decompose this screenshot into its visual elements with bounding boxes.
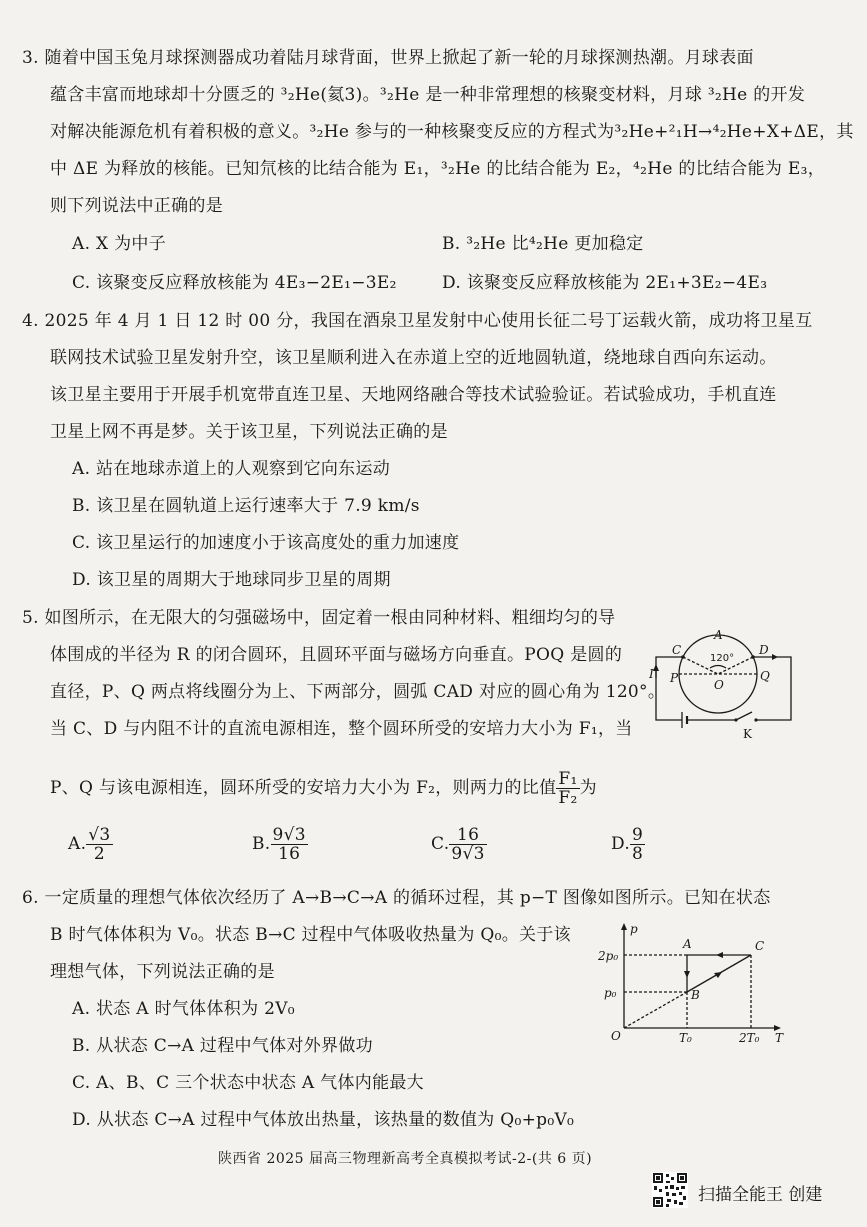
q4-stem-line-2: 联网技术试验卫星发射升空，该卫星顺利进入在赤道上空的近地圆轨道，绕地球自西向东运动。	[50, 348, 777, 368]
q3-option-a: A. X 为中子	[72, 234, 166, 254]
q5-option-b-den: 16	[278, 844, 301, 864]
q6-stem-line-1: 6. 一定质量的理想气体依次经历了 A→B→C→A 的循环过程，其 p−T 图像如图所示。已知在状态	[22, 888, 771, 908]
label-q: Q	[760, 669, 770, 683]
current-arrow-head	[653, 664, 659, 671]
page-footer: 陕西省 2025 届高三物理新高考全真模拟考试-2-(共 6 页)	[218, 1151, 593, 1167]
q5-option-d-label: D.	[611, 834, 631, 854]
q6-option-a: A. 状态 A 时气体体积为 2V₀	[72, 999, 295, 1019]
q5-option-b	[252, 826, 308, 863]
q5-option-a-fraction	[86, 826, 112, 863]
q5-stem-text: P、Q 与该电源相连，圆环所受的安培力大小为 F₂，则两力的比值	[50, 778, 557, 798]
q5-ratio-fraction	[556, 770, 579, 807]
q6-stem-line-3: 理想气体，下列说法正确的是	[50, 962, 275, 982]
label-2t0: 2T₀	[739, 1031, 760, 1045]
switch-k	[736, 712, 752, 720]
q4-stem-line-3: 该卫星主要用于开展手机宽带直连卫星、天地网络融合等技术试验验证。若试验成功，手机直连	[50, 385, 777, 405]
q3-option-b: B. ³₂He 比⁴₂He 更加稳定	[442, 234, 644, 254]
point-d	[751, 655, 755, 659]
label-o: O	[714, 678, 724, 692]
q4-stem-line-1: 4. 2025 年 4 月 1 日 12 时 00 分，我国在酒泉卫星发射中心使用长征二号丁运载火箭，成功将卫星互	[22, 311, 813, 331]
left-wire	[656, 657, 683, 720]
switch-contact	[754, 718, 757, 721]
q5-option-c-num: 16	[449, 826, 486, 845]
q6-pt-graph	[598, 920, 788, 1045]
point-c	[681, 655, 685, 659]
label-2p0: 2p₀	[598, 949, 619, 963]
q5-stem-line-4: 当 C、D 与内阻不计的直流电源相连，整个圆环所受的安培力大小为 F₁，当	[50, 719, 633, 739]
label-state-b: B	[691, 988, 700, 1002]
label-p0: p₀	[604, 986, 617, 1000]
q6-stem-line-2: B 时气体体积为 V₀。状态 B→C 过程中气体吸收热量为 Q₀。关于该	[50, 925, 571, 945]
label-t0: T₀	[679, 1031, 692, 1045]
q5-option-b-num: 9√3	[272, 825, 306, 845]
q5-option-c-fraction	[449, 826, 486, 863]
label-a: A	[714, 630, 723, 642]
label-k: K	[743, 727, 752, 741]
label-state-a: A	[683, 937, 692, 951]
q5-option-a-den: 2	[93, 844, 105, 864]
guide-origin-b	[624, 992, 687, 1028]
q4-option-c: C. 该卫星运行的加速度小于该高度处的重力加速度	[72, 533, 460, 553]
q4-stem-line-4: 卫星上网不再是梦。关于该卫星，下列说法正确的是	[50, 422, 448, 442]
q5-stem-line-3: 直径，P、Q 两点将线圈分为上、下两部分，圆弧 CAD 对应的圆心角为 120°。	[50, 682, 666, 702]
q5-option-c-label: C.	[431, 834, 450, 854]
q5-option-a-num: √3	[88, 825, 111, 845]
q5-ratio-den: F₂	[558, 788, 578, 808]
q5-option-b-label: B.	[252, 834, 271, 854]
q5-stem-line-5	[50, 770, 597, 807]
q3-option-c: C. 该聚变反应释放核能为 4E₃−2E₁−3E₂	[72, 273, 397, 293]
arrow-a-to-b	[684, 971, 690, 978]
q5-option-d-den: 8	[632, 844, 644, 864]
q3-stem-line-4: 中 ΔE 为释放的核能。已知氘核的比结合能为 E₁，³₂He 的比结合能为 E₂，⁴₂He 的比结合能为 E₃，	[50, 159, 826, 179]
q4-option-a: A. 站在地球赤道上的人观察到它向东运动	[72, 459, 391, 479]
q3-stem-line-1: 3. 随着中国玉兔月球探测器成功着陆月球背面，世界上掀起了新一轮的月球探测热潮。月球表面	[22, 48, 754, 68]
q5-stem-line-2: 体围成的半径为 R 的闭合圆环，且圆环平面与磁场方向垂直。POQ 是圆的	[50, 645, 623, 665]
q3-stem-line-3: 对解决能源危机有着积极的意义。³₂He 参与的一种核聚变反应的方程式为³₂He+²₁H→⁴₂He+X+ΔE，其	[50, 122, 854, 142]
q5-option-c-den: 9√3	[451, 844, 485, 864]
label-i: I	[649, 667, 654, 681]
label-c: C	[672, 643, 682, 657]
switch-pivot	[734, 718, 737, 721]
right-wire	[753, 657, 791, 720]
p-axis-arrow	[621, 923, 627, 930]
label-state-c: C	[755, 939, 765, 953]
q4-option-d: D. 该卫星的周期大于地球同步卫星的周期	[72, 570, 391, 590]
q5-stem-tail: 为	[579, 778, 597, 798]
label-angle: 120°	[710, 653, 735, 664]
label-p-axis: p	[630, 922, 638, 936]
q5-option-b-fraction	[271, 826, 308, 863]
label-t-axis: T	[775, 1031, 784, 1045]
label-p: P	[670, 671, 679, 685]
q3-stem-line-2: 蕴含丰富而地球却十分匮乏的 ³₂He(氦3)。³₂He 是一种非常理想的核聚变材料，月球 ³₂He 的开发	[50, 85, 806, 105]
angle-arc	[710, 666, 726, 669]
q5-ratio-num: F₁	[558, 769, 578, 789]
q4-option-b: B. 该卫星在圆轨道上运行速率大于 7.9 km/s	[72, 496, 420, 516]
q5-ring-circuit-diagram	[648, 630, 808, 770]
right-arrow-head	[772, 654, 778, 660]
q5-stem-line-1: 5. 如图所示，在无限大的匀强磁场中，固定着一根由同种材料、粗细均匀的导	[22, 608, 616, 628]
scanner-watermark: 扫描全能王 创建	[698, 1185, 823, 1205]
q6-option-b: B. 从状态 C→A 过程中气体对外界做功	[72, 1036, 373, 1056]
q6-option-c: C. A、B、C 三个状态中状态 A 气体内能最大	[72, 1073, 424, 1093]
q5-option-a-label: A.	[68, 834, 87, 854]
label-origin: O	[611, 1029, 621, 1043]
q5-option-d	[611, 826, 645, 863]
q5-option-d-num: 9	[632, 825, 644, 845]
q3-option-d: D. 该聚变反应释放核能为 2E₁+3E₂−4E₃	[442, 273, 768, 293]
qr-code-icon	[652, 1172, 688, 1208]
q5-option-a	[68, 826, 113, 863]
arrow-c-to-a	[716, 952, 723, 958]
q6-option-d: D. 从状态 C→A 过程中气体放出热量，该热量的数值为 Q₀+p₀V₀	[72, 1110, 575, 1130]
label-d: D	[759, 643, 769, 657]
q5-option-d-fraction	[630, 826, 645, 863]
q3-stem-line-5: 则下列说法中正确的是	[50, 196, 223, 216]
q5-option-c	[431, 826, 487, 863]
